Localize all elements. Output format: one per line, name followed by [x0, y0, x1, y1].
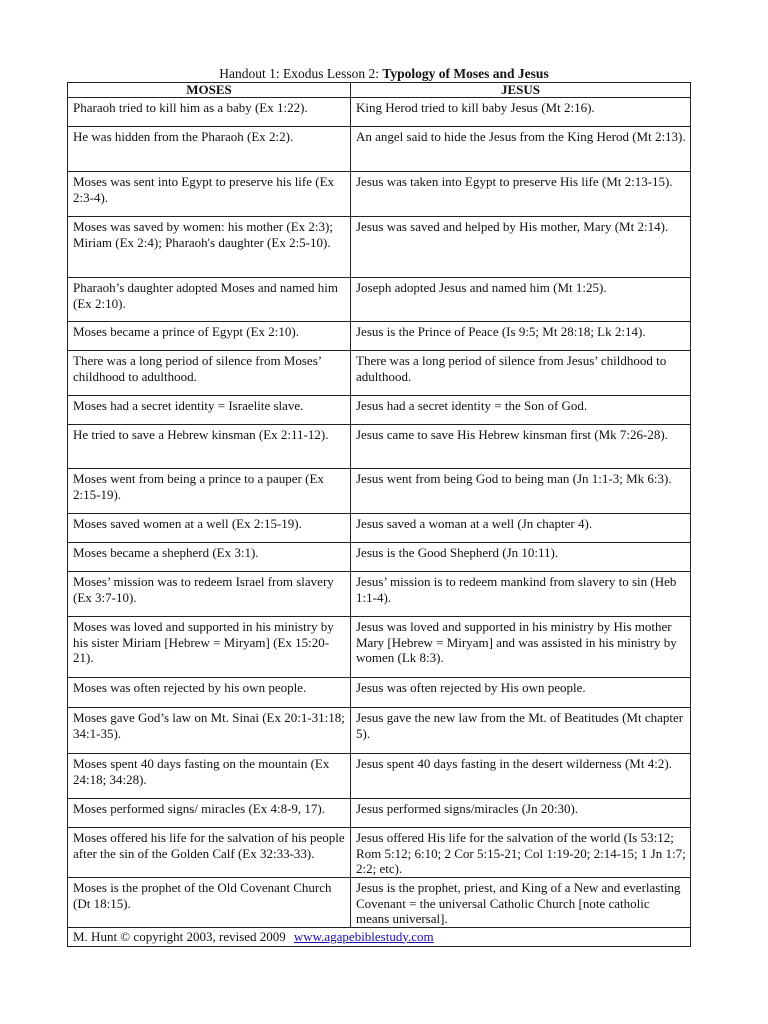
- jesus-cell: An angel said to hide the Jesus from the King Herod (Mt 2:13).: [351, 127, 691, 172]
- moses-cell: Moses gave God’s law on Mt. Sinai (Ex 20:1-31:18; 34:1-35).: [68, 708, 351, 754]
- jesus-cell: Jesus was often rejected by His own people.: [351, 678, 691, 708]
- table-header-row: [68, 83, 691, 98]
- moses-cell: Moses spent 40 days fasting on the mountain (Ex 24:18; 34:28).: [68, 754, 351, 799]
- table-row: [68, 425, 691, 469]
- jesus-cell: Jesus is the prophet, priest, and King of a New and everlasting Covenant = the universal Catholic Church [note catholic means universal].: [351, 878, 691, 928]
- header-moses: MOSES: [68, 83, 351, 98]
- jesus-cell: Jesus came to save His Hebrew kinsman first (Mk 7:26-28).: [351, 425, 691, 469]
- page-title: [0, 66, 768, 81]
- table-row: [68, 278, 691, 322]
- moses-cell: Moses saved women at a well (Ex 2:15-19).: [68, 514, 351, 543]
- moses-cell: Moses went from being a prince to a pauper (Ex 2:15-19).: [68, 469, 351, 514]
- table-row: [68, 708, 691, 754]
- moses-cell: Moses performed signs/ miracles (Ex 4:8-9, 17).: [68, 799, 351, 828]
- table-row: [68, 322, 691, 351]
- jesus-cell: Jesus offered His life for the salvation of the world (Is 53:12; Rom 5:12; 6:10; 2 Cor 5:15-21; Col 1:19-20; 2:14-15; 1 Jn 1:7; 2:2; etc).: [351, 828, 691, 878]
- moses-cell: He tried to save a Hebrew kinsman (Ex 2:11-12).: [68, 425, 351, 469]
- moses-cell: Moses was loved and supported in his ministry by his sister Miriam [Hebrew = Miryam] (Ex 15:20-21).: [68, 617, 351, 678]
- typology-table: [67, 82, 691, 947]
- table-row: [68, 799, 691, 828]
- table-row: [68, 617, 691, 678]
- table-row: [68, 396, 691, 425]
- jesus-cell: Jesus gave the new law from the Mt. of Beatitudes (Mt chapter 5).: [351, 708, 691, 754]
- moses-cell: He was hidden from the Pharaoh (Ex 2:2).: [68, 127, 351, 172]
- table-row: [68, 172, 691, 217]
- table-row: [68, 754, 691, 799]
- moses-cell: Moses’ mission was to redeem Israel from slavery (Ex 3:7-10).: [68, 572, 351, 617]
- jesus-cell: Jesus had a secret identity = the Son of God.: [351, 396, 691, 425]
- moses-cell: Pharaoh tried to kill him as a baby (Ex 1:22).: [68, 98, 351, 127]
- copyright-text: M. Hunt © copyright 2003, revised 2009: [73, 928, 286, 944]
- moses-cell: There was a long period of silence from Moses’ childhood to adulthood.: [68, 351, 351, 396]
- moses-cell: Moses had a secret identity = Israelite slave.: [68, 396, 351, 425]
- jesus-cell: Jesus performed signs/miracles (Jn 20:30).: [351, 799, 691, 828]
- jesus-cell: Jesus’ mission is to redeem mankind from slavery to sin (Heb 1:1-4).: [351, 572, 691, 617]
- moses-cell: Moses was saved by women: his mother (Ex 2:3); Miriam (Ex 2:4); Pharaoh's daughter (Ex 2:5-10).: [68, 217, 351, 278]
- jesus-cell: Joseph adopted Jesus and named him (Mt 1:25).: [351, 278, 691, 322]
- jesus-cell: Jesus was saved and helped by His mother, Mary (Mt 2:14).: [351, 217, 691, 278]
- moses-cell: Pharaoh’s daughter adopted Moses and named him (Ex 2:10).: [68, 278, 351, 322]
- table-row: [68, 127, 691, 172]
- table-row: [68, 514, 691, 543]
- jesus-cell: Jesus went from being God to being man (Jn 1:1-3; Mk 6:3).: [351, 469, 691, 514]
- table-row: [68, 469, 691, 514]
- table-row: [68, 878, 691, 928]
- table-row: [68, 98, 691, 127]
- table-row: [68, 351, 691, 396]
- title-prefix: Handout 1: Exodus Lesson 2:: [219, 66, 383, 81]
- table-row: [68, 217, 691, 278]
- moses-cell: Moses was often rejected by his own people.: [68, 678, 351, 708]
- moses-cell: Moses became a prince of Egypt (Ex 2:10).: [68, 322, 351, 351]
- jesus-cell: Jesus is the Good Shepherd (Jn 10:11).: [351, 543, 691, 572]
- footer-cell: [68, 927, 691, 946]
- jesus-cell: Jesus was loved and supported in his ministry by His mother Mary [Hebrew = Miryam] and was assisted in his ministry by women (Lk 8:3).: [351, 617, 691, 678]
- website-link[interactable]: www.agapebiblestudy.com: [293, 928, 434, 944]
- jesus-cell: Jesus is the Prince of Peace (Is 9:5; Mt 28:18; Lk 2:14).: [351, 322, 691, 351]
- jesus-cell: Jesus spent 40 days fasting in the desert wilderness (Mt 4:2).: [351, 754, 691, 799]
- jesus-cell: Jesus saved a woman at a well (Jn chapter 4).: [351, 514, 691, 543]
- table-row: [68, 828, 691, 878]
- table-row: [68, 678, 691, 708]
- table-row: [68, 572, 691, 617]
- jesus-cell: There was a long period of silence from Jesus’ childhood to adulthood.: [351, 351, 691, 396]
- moses-cell: Moses became a shepherd (Ex 3:1).: [68, 543, 351, 572]
- moses-cell: Moses was sent into Egypt to preserve his life (Ex 2:3-4).: [68, 172, 351, 217]
- jesus-cell: King Herod tried to kill baby Jesus (Mt 2:16).: [351, 98, 691, 127]
- footer-row: [68, 927, 691, 946]
- table-row: [68, 543, 691, 572]
- title-bold: Typology of Moses and Jesus: [382, 66, 549, 81]
- moses-cell: Moses offered his life for the salvation of his people after the sin of the Golden Calf (Ex 32:33-33).: [68, 828, 351, 878]
- moses-cell: Moses is the prophet of the Old Covenant Church (Dt 18:15).: [68, 878, 351, 928]
- header-jesus: JESUS: [351, 83, 691, 98]
- jesus-cell: Jesus was taken into Egypt to preserve His life (Mt 2:13-15).: [351, 172, 691, 217]
